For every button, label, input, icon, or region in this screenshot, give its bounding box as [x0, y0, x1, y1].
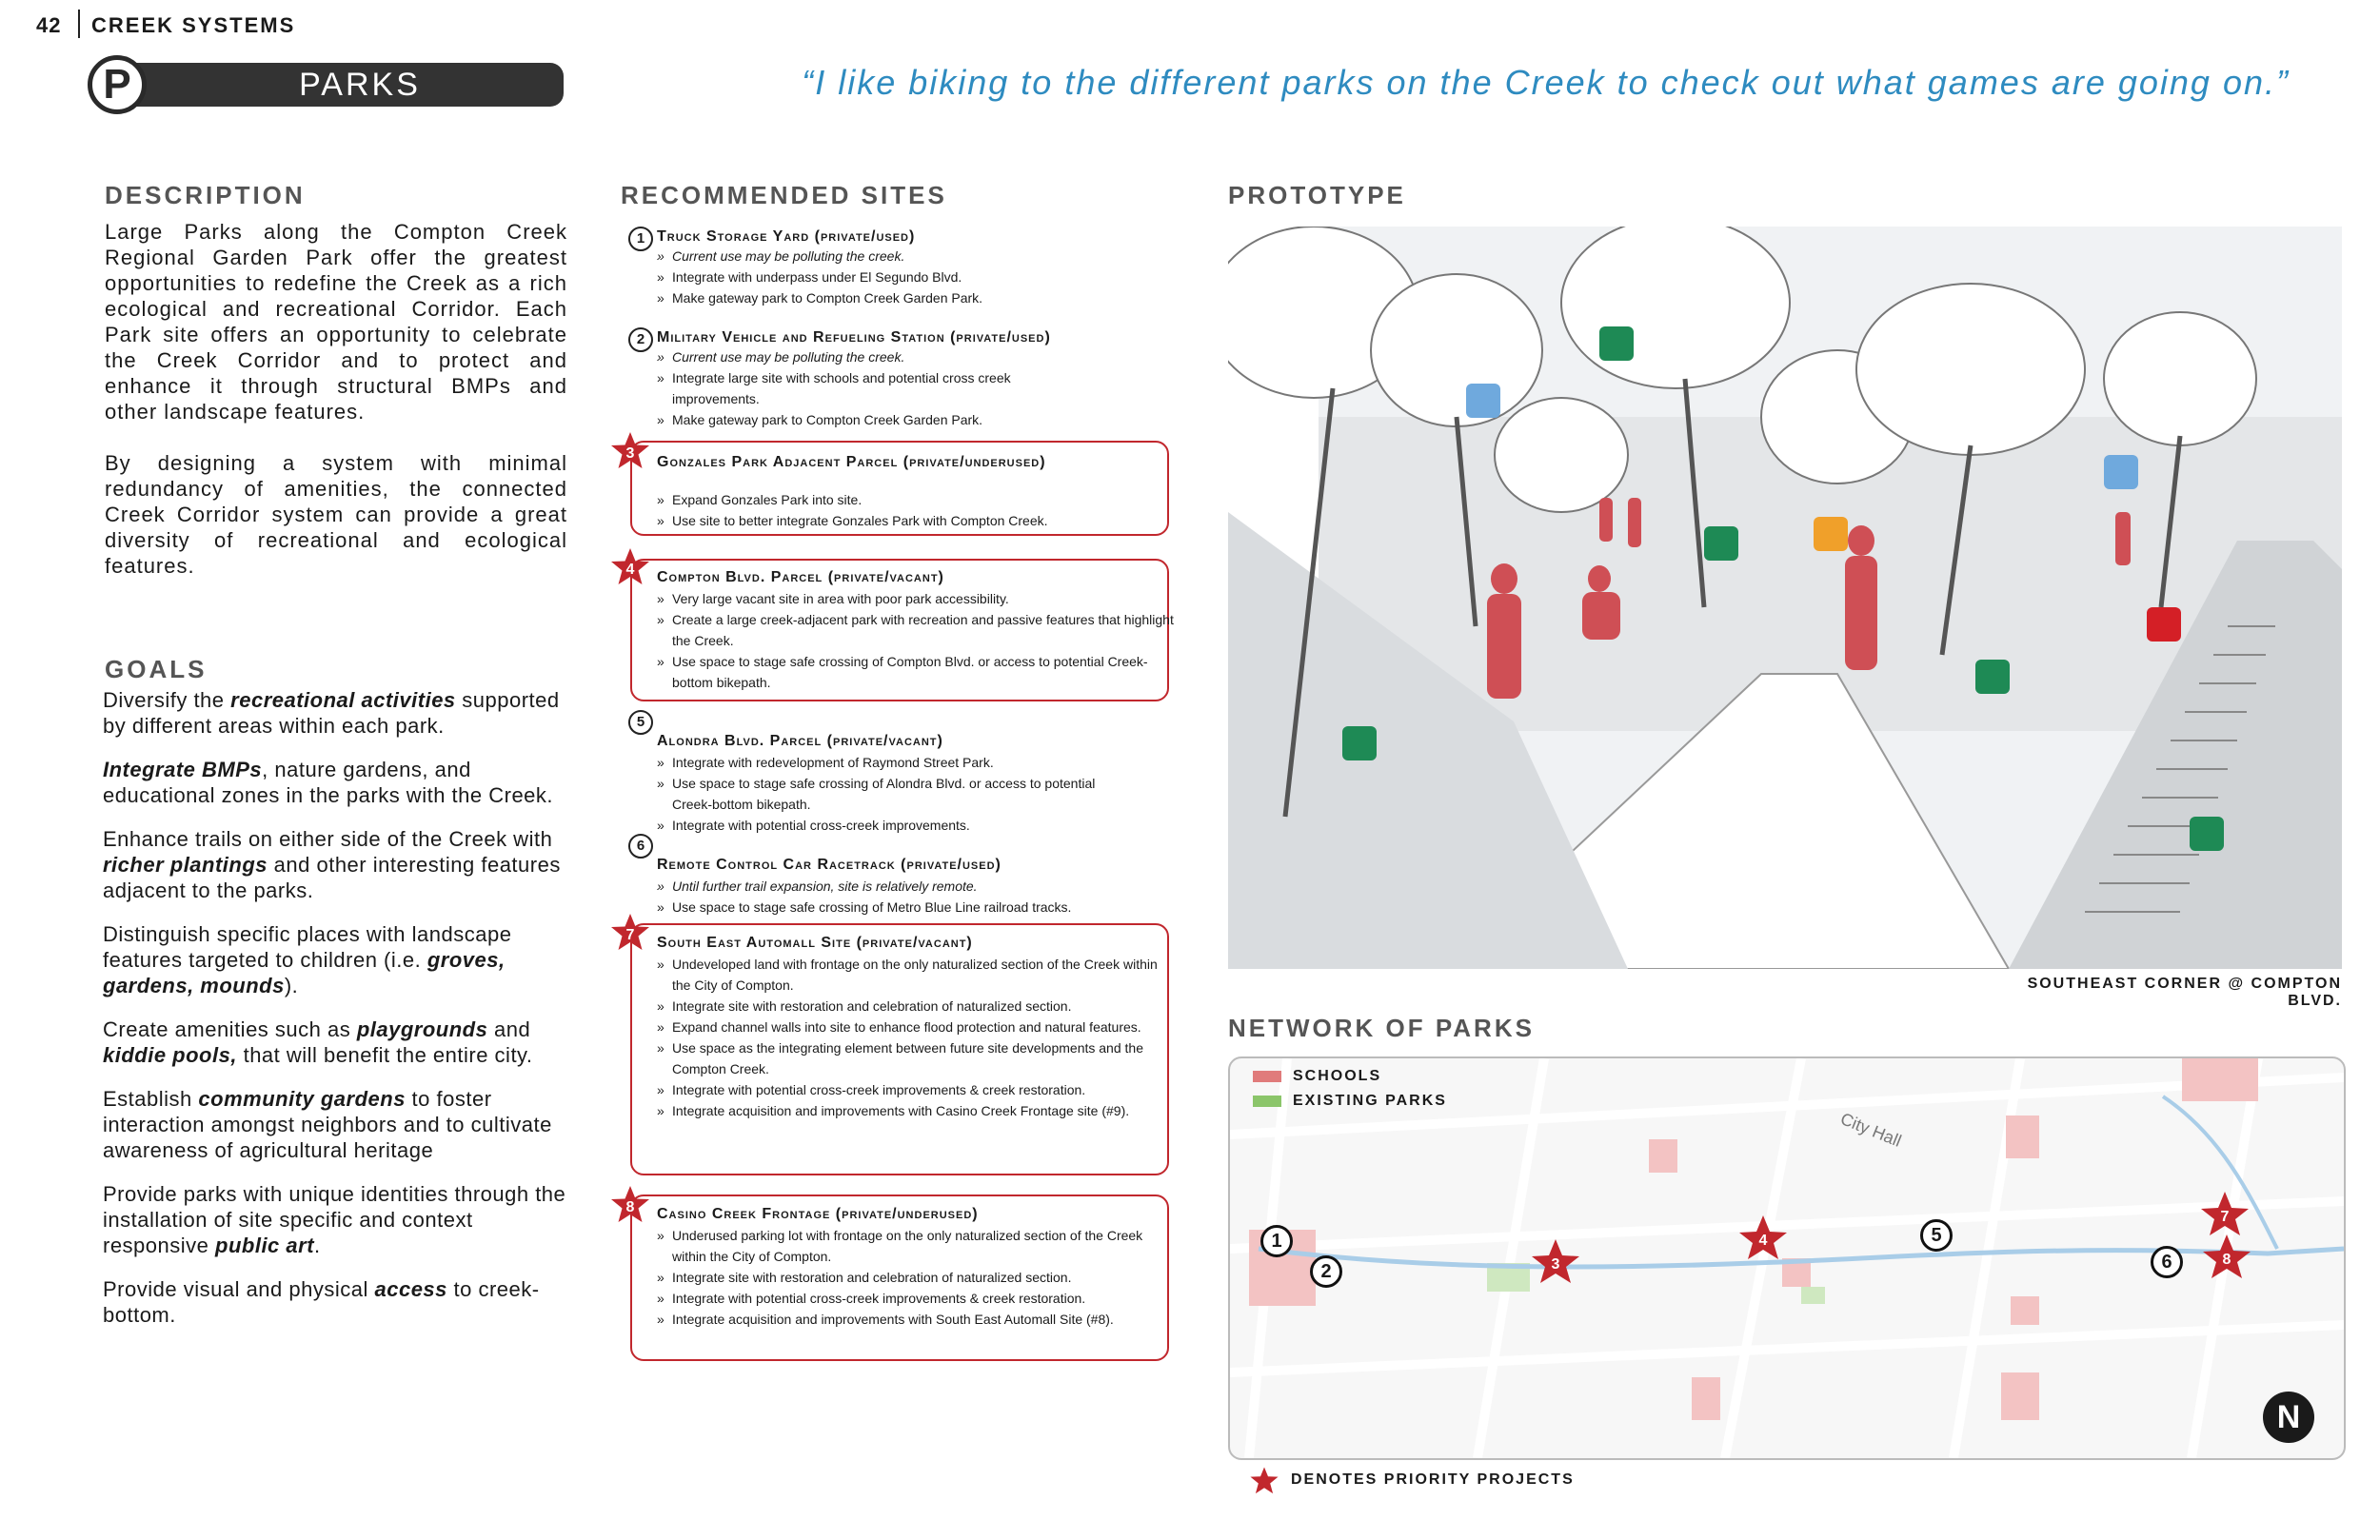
priority-star-number: 3 — [625, 445, 635, 462]
site-bullet: » Expand Gonzales Park into site. — [657, 489, 1185, 510]
map-marker-1: 1 — [1260, 1225, 1293, 1257]
description-paragraph-2: By designing a system with minimal redundancy of amenities, the connected Creek Corridor system can provide a great diversity of recreational and ecological features. — [105, 451, 567, 578]
goal-item: Diversify the recreational activities supported by different areas within each park. — [103, 688, 560, 738]
description-text — [105, 219, 567, 579]
map-star-number: 3 — [1551, 1256, 1560, 1273]
goals-heading: GOALS — [105, 655, 208, 683]
prototype-sketch — [1228, 227, 2342, 969]
map-star-number: 4 — [1758, 1233, 1768, 1249]
site-title: Gonzales Park Adjacent Parcel (private/underused) — [657, 454, 1046, 470]
site-number: 5 — [628, 710, 653, 735]
priority-star-icon — [609, 912, 651, 954]
legend-schools-label: SCHOOLS — [1293, 1068, 1382, 1084]
site-number: 6 — [628, 834, 653, 859]
site-bullet: » Very large vacant site in area with poor park accessibility. — [657, 588, 1176, 609]
goal-item: Enhance trails on either side of the Creek with richer plantings and other interesting features adjacent to the parks. — [103, 827, 561, 902]
goal-item: Provide visual and physical access to creek-bottom. — [103, 1277, 540, 1327]
priority-star-icon — [609, 1184, 651, 1226]
network-map — [1228, 1056, 2346, 1460]
priority-star-icon — [609, 430, 651, 472]
legend-parks-label: EXISTING PARKS — [1293, 1093, 1447, 1109]
goal-item: Distinguish specific places with landscape features targeted to children (i.e. groves, gardens, mounds). — [103, 922, 512, 997]
site-bullet: » Use site to better integrate Gonzales Park with Compton Creek. — [657, 510, 1185, 531]
site-bullet: » Expand channel walls into site to enhance flood protection and natural features. — [657, 1017, 1176, 1037]
north-arrow-icon: N — [2263, 1392, 2314, 1443]
goal-item: Integrate BMPs, nature gardens, and educational zones in the parks with the Creek. — [103, 758, 554, 807]
map-label: City Hall — [1837, 1109, 1905, 1151]
site-bullet: » Integrate site with restoration and celebration of naturalized section. — [657, 1267, 1176, 1288]
priority-star-number: 7 — [625, 927, 635, 943]
site-bullet: » Create a large creek-adjacent park with recreation and passive features that highlight the Creek. — [657, 609, 1176, 651]
map-legend — [1253, 1068, 1447, 1117]
page-title: PARKS — [299, 67, 421, 103]
site-bullet: » Integrate site with restoration and celebration of naturalized section. — [657, 996, 1176, 1017]
site-bullet: » Integrate large site with schools and potential cross creek improvements. — [657, 367, 1076, 409]
site-bullet: » Undeveloped land with frontage on the only naturalized section of the Creek within the City of Compton. — [657, 954, 1176, 996]
site-bullet: » Integrate with potential cross-creek improvements & creek restoration. — [657, 1079, 1176, 1100]
site-bullet: » Make gateway park to Compton Creek Garden Park. — [657, 409, 1076, 430]
goal-item: Create amenities such as playgrounds and kiddie pools, that will benefit the entire city. — [103, 1017, 533, 1067]
site-bullet: » Integrate with potential cross-creek improvements & creek restoration. — [657, 1288, 1176, 1309]
goals-list — [103, 687, 569, 1346]
site-number: 2 — [628, 327, 653, 352]
site-bullet: » Current use may be polluting the creek. — [657, 346, 1076, 367]
map-marker-6: 6 — [2151, 1246, 2183, 1278]
site-title: Remote Control Car Racetrack (private/used) — [657, 857, 1002, 873]
pull-quote: “I like biking to the different parks on the Creek to check out what games are going on.” — [802, 63, 2290, 102]
section-title: CREEK SYSTEMS — [91, 13, 296, 37]
site-title: Truck Storage Yard (private/used) — [657, 228, 916, 245]
header-divider — [78, 10, 80, 38]
parks-title-bar — [118, 63, 564, 107]
site-bullet: » Use space to stage safe crossing of Metro Blue Line railroad tracks. — [657, 897, 1185, 918]
priority-legend-text: DENOTES PRIORITY PROJECTS — [1291, 1471, 1575, 1488]
prototype-illustration — [1228, 227, 2342, 969]
page-number: 42 — [36, 13, 62, 37]
site-title: Military Vehicle and Refueling Station (private/used) — [657, 329, 1051, 346]
map-star-number: 7 — [2220, 1209, 2230, 1225]
site-bullet: » Underused parking lot with frontage on the only naturalized section of the Creek within the City of Compton. — [657, 1225, 1176, 1267]
legend-parks — [1253, 1093, 1447, 1117]
description-paragraph-1: Large Parks along the Compton Creek Regional Garden Park offer the greatest opportunities to redefine the Creek as a rich ecological and recreational Corridor. Each Park site offers an opportunity to celebrate the Creek Corridor and to protect and enhance it through structural BMPs and other landscape features. — [105, 220, 567, 424]
site-title: Casino Creek Frontage (private/underused) — [657, 1206, 979, 1222]
map-marker-2: 2 — [1310, 1255, 1342, 1288]
site-bullet: » Current use may be polluting the creek. — [657, 246, 1185, 267]
parks-badge-icon: P — [88, 55, 147, 114]
site-bullet: » Integrate acquisition and improvements with Casino Creek Frontage site (#9). — [657, 1100, 1176, 1121]
site-bullet: » Use space as the integrating element between future site developments and the Compton Creek. — [657, 1037, 1176, 1079]
site-bullet: » Until further trail expansion, site is relatively remote. — [657, 876, 1185, 897]
site-title: South East Automall Site (private/vacant) — [657, 935, 973, 951]
site-bullet: » Integrate with potential cross-creek improvements. — [657, 815, 1114, 836]
legend-parks-swatch — [1253, 1096, 1281, 1107]
priority-legend-star-icon — [1249, 1466, 1279, 1496]
legend-schools-swatch — [1253, 1071, 1281, 1082]
description-heading: DESCRIPTION — [105, 181, 306, 209]
sites-heading: RECOMMENDED SITES — [621, 181, 947, 209]
site-bullet: » Use space to stage safe crossing of Alondra Blvd. or access to potential Creek-bottom bikepath. — [657, 773, 1114, 815]
prototype-caption: SOUTHEAST CORNER @ COMPTON BLVD. — [2027, 976, 2342, 1009]
map-star-number: 8 — [2222, 1252, 2231, 1268]
prototype-heading: PROTOTYPE — [1228, 181, 1406, 209]
goal-item: Establish community gardens to foster interaction amongst neighbors and to cultivate awareness of agricultural heritage — [103, 1087, 552, 1162]
map-existing-parks — [1487, 1263, 1825, 1304]
site-number: 1 — [628, 227, 653, 251]
site-bullet: » Integrate with underpass under El Segundo Blvd. — [657, 267, 1185, 287]
goal-item: Provide parks with unique identities through the installation of site specific and context responsive public art. — [103, 1182, 566, 1257]
priority-star-icon — [609, 546, 651, 588]
map-marker-5: 5 — [1920, 1219, 1953, 1252]
site-title: Compton Blvd. Parcel (private/vacant) — [657, 569, 944, 585]
priority-star-number: 4 — [625, 562, 635, 578]
site-title: Alondra Blvd. Parcel (private/vacant) — [657, 733, 943, 749]
priority-star-number: 8 — [625, 1199, 635, 1215]
network-heading: NETWORK OF PARKS — [1228, 1014, 1535, 1042]
site-bullet: » Integrate with redevelopment of Raymond Street Park. — [657, 752, 1114, 773]
site-bullet: » Make gateway park to Compton Creek Garden Park. — [657, 287, 1185, 308]
legend-schools — [1253, 1068, 1447, 1093]
site-bullet: » Integrate acquisition and improvements with South East Automall Site (#8). — [657, 1309, 1176, 1330]
site-bullet: » Use space to stage safe crossing of Compton Blvd. or access to potential Creek-bottom bikepath. — [657, 651, 1176, 693]
